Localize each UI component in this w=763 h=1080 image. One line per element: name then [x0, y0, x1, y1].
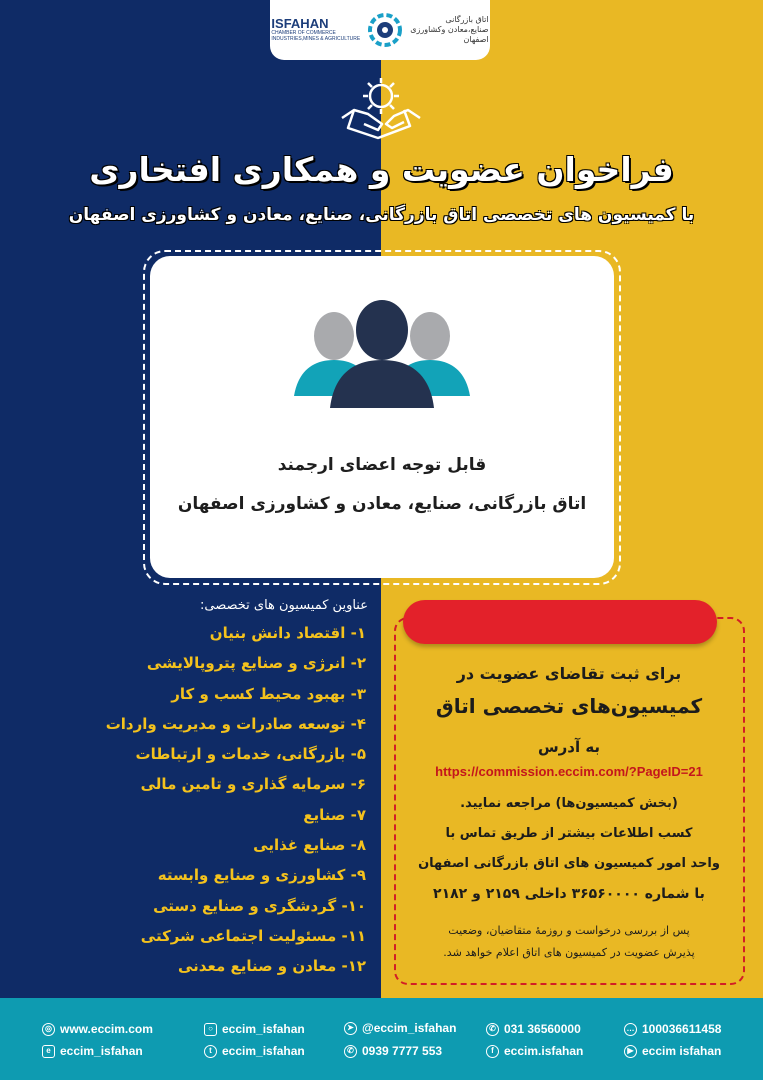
list-item: ۱۰- گردشگری و صنایع دستی: [153, 896, 366, 915]
globe-icon: ◎: [42, 1023, 55, 1036]
list-item: ۵- بازرگانی، خدمات و ارتباطات: [135, 745, 366, 764]
registration-line-2: کمیسیون‌های تخصصی اتاق: [435, 694, 703, 718]
page-subtitle: با کمیسیون های تخصصی اتاق بازرگانی، صنایع، معادن و کشاورزی اصفهان: [68, 205, 695, 225]
footer-eitaa[interactable]: e eccim_isfahan: [42, 1044, 143, 1058]
eitaa-icon: e: [42, 1045, 55, 1058]
footer-whatsapp[interactable]: ✆ 0939 7777 553: [344, 1044, 442, 1058]
list-item: ۱۱- مسئولیت اجتماعی شرکتی: [140, 926, 366, 945]
footer-sms[interactable]: … 100036611458: [624, 1022, 721, 1036]
registration-url-link[interactable]: https://commission.eccim.com/?PageID=21: [435, 764, 703, 779]
logo-english: ISFAHAN CHAMBER OF COMMERCE INDUSTRIES,MINES & AGRICULTURE: [271, 16, 361, 42]
registration-line-5: کسب اطلاعات بیشتر از طریق تماس با: [445, 826, 693, 841]
phone-icon: ✆: [486, 1023, 499, 1036]
aparat-icon: ▶: [624, 1045, 637, 1058]
telegram-icon: ➤: [344, 1022, 357, 1035]
people-group-icon: [290, 298, 474, 408]
footer-twitter[interactable]: t eccim_isfahan: [204, 1044, 305, 1058]
commissions-list: [40, 624, 366, 988]
chamber-emblem-icon: [368, 13, 402, 47]
card-organization: اتاق بازرگانی، صنایع، معادن و کشاورزی اصفهان: [177, 494, 587, 514]
logo-persian: اتاق بازرگانی صنایع،معادن وکشاورزی اصفهان: [410, 15, 489, 44]
list-item: ۹- کشاورزی و صنایع وابسته: [157, 866, 366, 885]
registration-line-3: به آدرس: [537, 738, 601, 756]
twitter-icon: t: [204, 1045, 217, 1058]
footer-facebook[interactable]: f eccim.isfahan: [486, 1044, 583, 1058]
list-item: ۱- اقتصاد دانش بنیان: [209, 624, 366, 642]
list-item: ۳- بهبود محیط کسب و کار: [171, 684, 366, 703]
footer-phone[interactable]: ✆ 031 36560000: [486, 1022, 581, 1036]
registration-line-1: برای ثبت تقاضای عضویت در: [456, 664, 682, 683]
list-item: ۲- انرژی و صنایع پتروپالایشی: [146, 654, 366, 673]
handshake-gear-icon: [338, 72, 424, 142]
list-item: ۷- صنایع: [303, 805, 366, 824]
sms-icon: …: [624, 1023, 637, 1036]
footer-telegram[interactable]: ➤ @eccim_isfahan: [344, 1021, 456, 1035]
registration-line-6: واحد امور کمیسیون های اتاق بازرگانی اصفهان: [418, 856, 720, 871]
registration-note-1: پس از بررسی درخواست و روزمهٔ متقاضیان، وضعیت: [448, 924, 690, 937]
registration-phone: با شماره ۳۶۵۶۰۰۰۰ داخلی ۲۱۵۹ و ۲۱۸۲: [433, 886, 705, 902]
card-greeting: قابل توجه اعضای ارجمند: [277, 455, 487, 475]
list-item: ۶- سرمایه گذاری و تامین مالی: [140, 775, 366, 794]
chamber-logo: [270, 0, 490, 60]
page-title: فراخوان عضویت و همکاری افتخاری: [89, 150, 674, 189]
registration-note-2: پذیرش عضویت در کمیسیون های اتاق اعلام خواهد شد.: [443, 946, 695, 959]
red-pill-banner: [403, 600, 717, 644]
registration-line-4: (بخش کمیسیون‌ها) مراجعه نمایید.: [460, 796, 678, 811]
instagram-icon: ○: [204, 1023, 217, 1036]
whatsapp-icon: ✆: [344, 1045, 357, 1058]
commissions-heading: عناوین کمیسیون های تخصصی:: [199, 598, 368, 613]
list-item: ۴- توسعه صادرات و مدیریت واردات: [105, 714, 366, 733]
footer-instagram[interactable]: ○ eccim_isfahan: [204, 1022, 305, 1036]
footer-aparat[interactable]: ▶ eccim isfahan: [624, 1044, 721, 1058]
list-item: ۸- صنایع غذایی: [253, 836, 366, 855]
footer-website[interactable]: ◎ www.eccim.com: [42, 1022, 153, 1036]
footer: [0, 998, 763, 1080]
facebook-icon: f: [486, 1045, 499, 1058]
list-item: ۱۲- معادن و صنایع معدنی: [178, 957, 366, 976]
